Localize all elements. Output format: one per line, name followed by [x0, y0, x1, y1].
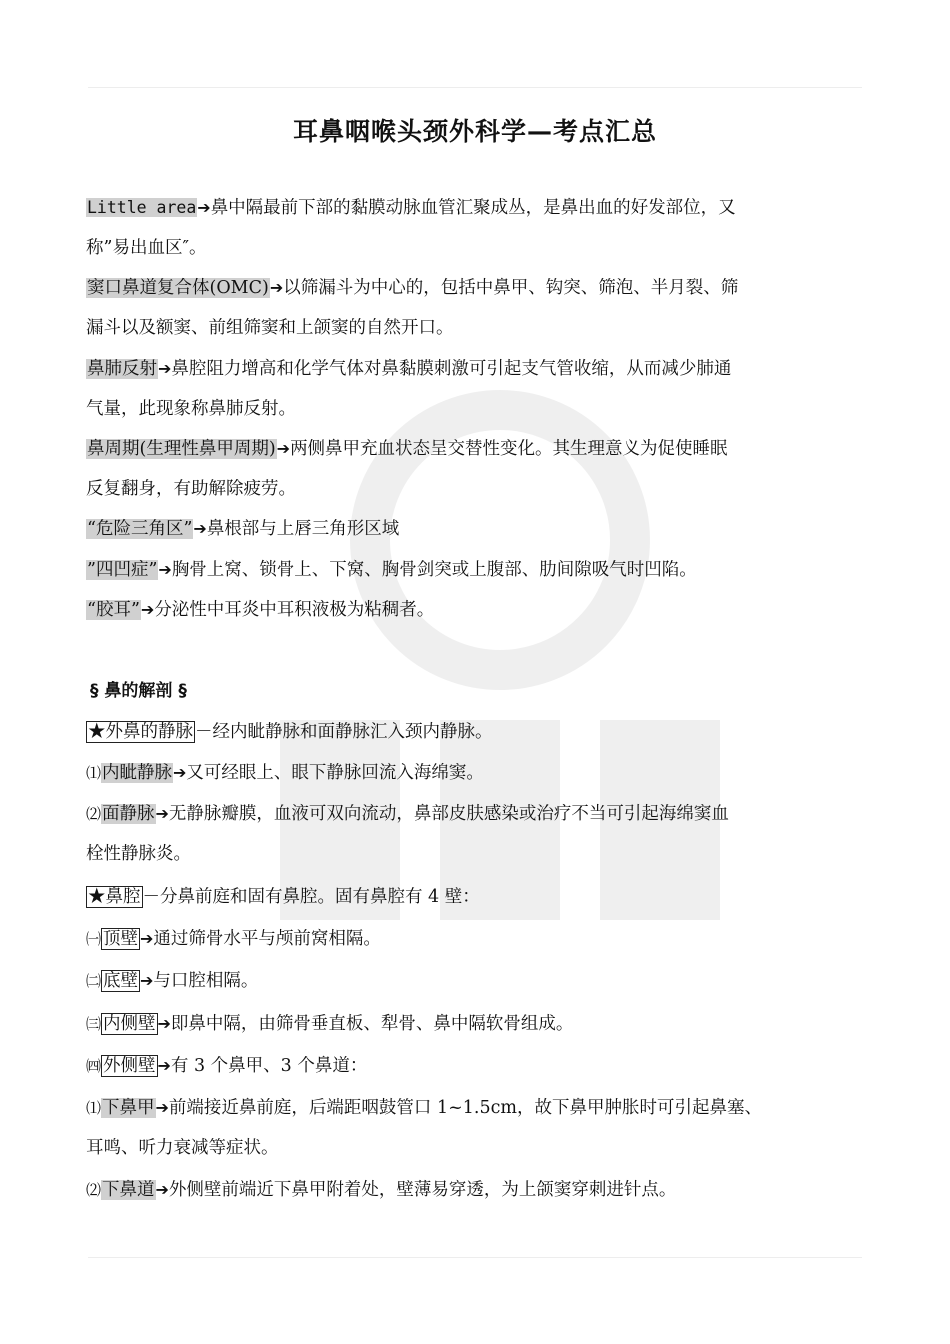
arrow-icon: ➔	[158, 359, 172, 378]
term-nasal-cavity: ★鼻腔	[88, 887, 141, 907]
document-title: 耳鼻咽喉头颈外科学—考点汇总	[292, 117, 657, 146]
term-nasal-lung-reflex: 鼻肺反射	[87, 359, 157, 379]
entry-facial-vein: ⑵面静脉➔无静脉瓣膜，血液可双向流动，鼻部皮肤感染或治疗不当可引起海绵窦血	[86, 804, 729, 824]
arrow-icon: ➔	[157, 1014, 171, 1033]
entry-nasal-lung-reflex: 鼻肺反射➔鼻腔阻力增高和化学气体对鼻黏膜刺激可引起支气管收缩，从而减少肺通	[87, 359, 732, 379]
arrow-icon: ➔	[140, 929, 154, 948]
arrow-icon: ➔	[155, 1180, 169, 1199]
term-little-area: Little area	[87, 198, 197, 217]
bottom-rule	[88, 1257, 862, 1258]
entry-lateral-wall: ㈣ 外侧壁 ➔有 3 个鼻甲、3 个鼻道：	[86, 1056, 368, 1076]
arrow-icon: ➔	[269, 278, 284, 297]
arrow-icon: ➔	[140, 600, 155, 619]
entry-nasal-cycle: 鼻周期(生理性鼻甲周期)➔两侧鼻甲充血状态呈交替性变化。其生理意义为促使睡眠	[87, 439, 728, 459]
term-danger-triangle: “危险三角区”	[87, 519, 193, 539]
section-heading-nose-anatomy: § 鼻的解剖 §	[90, 681, 187, 701]
term-nasal-cycle: 鼻周期(生理性鼻甲周期)	[87, 439, 276, 459]
term-facial-vein: 面静脉	[102, 804, 155, 824]
entry-little-area-cont: 称”易出血区″。	[86, 238, 207, 258]
entry-omc-cont: 漏斗以及额窦、前组筛窦和上颌窦的自然开口。	[86, 318, 454, 338]
entry-inferior-turbinate-cont: 耳鸣、听力衰减等症状。	[86, 1138, 279, 1158]
term-lateral-wall: 外侧壁	[103, 1056, 156, 1076]
entry-roof-wall: ㈠ 顶壁 ➔通过筛骨水平与颅前窝相隔。	[86, 929, 381, 949]
entry-inferior-turbinate: ⑴下鼻甲➔前端接近鼻前庭，后端距咽鼓管口 1~1.5cm，故下鼻甲肿胀时可引起鼻塞、	[86, 1098, 763, 1118]
entry-glue-ear: “胶耳”➔分泌性中耳炎中耳积液极为粘稠者。	[87, 600, 435, 620]
entry-little-area: Little area➔鼻中隔最前下部的黏膜动脉血管汇聚成丛，是鼻出血的好发部位，又	[87, 198, 736, 218]
arrow-icon: ➔	[157, 1056, 171, 1075]
term-floor-wall: 底壁	[103, 971, 139, 991]
entry-nasal-lung-reflex-cont: 气量，此现象称鼻肺反射。	[86, 399, 296, 419]
entry-facial-vein-cont: 栓性静脉炎。	[86, 844, 191, 864]
term-inferior-meatus: 下鼻道	[102, 1180, 155, 1200]
term-four-depression: ”四凹症”	[87, 560, 158, 580]
entry-inner-canthal-vein: ⑴内眦静脉➔又可经眼上、眼下静脉回流入海绵窦。	[86, 763, 484, 783]
term-medial-wall: 内侧壁	[103, 1014, 156, 1034]
arrow-icon: ➔	[140, 971, 154, 990]
entry-nasal-cycle-cont: 反复翻身，有助解除疲劳。	[86, 479, 296, 499]
arrow-icon: ➔	[276, 439, 291, 458]
entry-danger-triangle: “危险三角区”➔鼻根部与上唇三角形区域	[87, 519, 400, 539]
entry-omc: 窦口鼻道复合体(OMC)➔以筛漏斗为中心的，包括中鼻甲、钩突、筛泡、半月裂、筛	[87, 278, 739, 298]
arrow-icon: ➔	[158, 560, 172, 579]
arrow-icon: ➔	[155, 1098, 169, 1117]
arrow-icon: ➔	[193, 519, 207, 538]
arrow-icon: ➔	[155, 804, 169, 823]
arrow-icon: ➔	[197, 198, 211, 217]
watermark-logo-icon	[260, 390, 740, 950]
entry-external-nose-veins: ★外鼻的静脉 －经内眦静脉和面静脉汇入颈内静脉。	[88, 722, 493, 742]
term-roof-wall: 顶壁	[103, 929, 139, 949]
term-inferior-turbinate: 下鼻甲	[102, 1098, 155, 1118]
entry-nasal-cavity: ★鼻腔 －分鼻前庭和固有鼻腔。固有鼻腔有 4 壁：	[88, 887, 480, 907]
term-inner-canthal-vein: 内眦静脉	[102, 763, 173, 783]
entry-four-depression: ”四凹症”➔胸骨上窝、锁骨上、下窝、胸骨剑突或上腹部、肋间隙吸气时凹陷。	[87, 560, 697, 580]
arrow-icon: ➔	[173, 763, 187, 782]
entry-floor-wall: ㈡ 底壁 ➔与口腔相隔。	[86, 971, 259, 991]
top-rule	[88, 87, 862, 88]
term-glue-ear: “胶耳”	[87, 600, 140, 620]
term-external-nose-veins: ★外鼻的静脉	[88, 722, 193, 742]
entry-medial-wall: ㈢ 内侧壁 ➔即鼻中隔，由筛骨垂直板、犁骨、鼻中隔软骨组成。	[86, 1014, 574, 1034]
term-omc: 窦口鼻道复合体(OMC)	[87, 278, 269, 298]
entry-inferior-meatus: ⑵下鼻道➔外侧壁前端近下鼻甲附着处，壁薄易穿透，为上颌窦穿刺进针点。	[86, 1180, 677, 1200]
